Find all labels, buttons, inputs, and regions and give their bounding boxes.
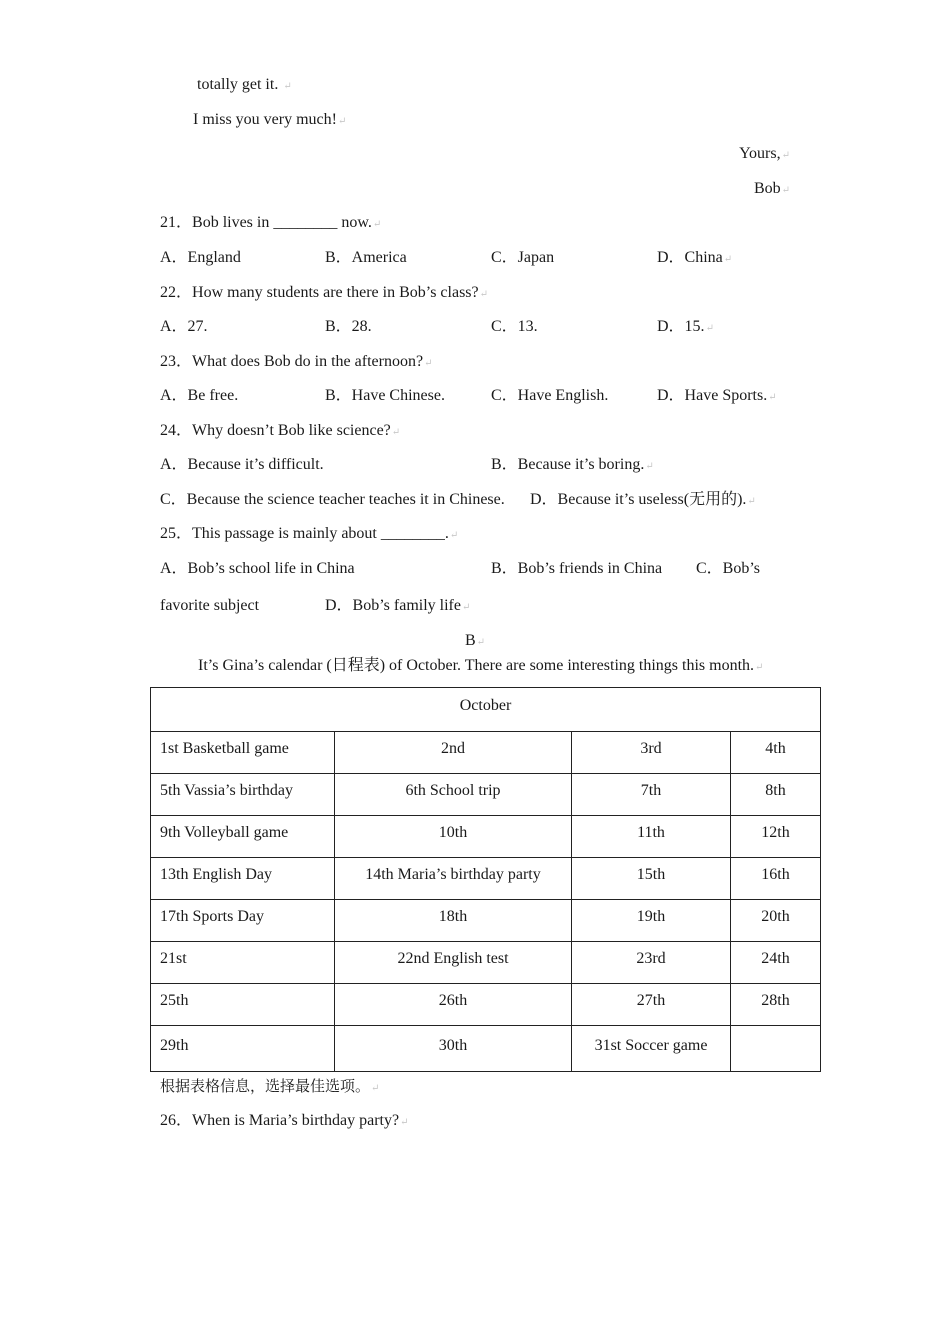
question-24: 24．Why doesn’t Bob like science?↵ — [160, 422, 401, 439]
letter-line-1: totally get it. ↵ — [197, 76, 292, 93]
calendar-cell: 29th — [151, 1026, 335, 1072]
calendar-cell: 24th — [731, 942, 821, 984]
calendar-cell: 26th — [335, 984, 572, 1026]
calendar-row — [151, 732, 821, 774]
q25-option-c: C．Bob’s — [696, 560, 761, 577]
q21-option-b: B．America — [325, 249, 407, 266]
q22-option-b: B．28. — [325, 318, 372, 335]
calendar-cell: 9th Volleyball game — [151, 816, 335, 858]
calendar-cell: 3rd — [572, 732, 731, 774]
calendar-cell: 18th — [335, 900, 572, 942]
calendar-cell: 5th Vassia’s birthday — [151, 774, 335, 816]
calendar-header-row — [151, 688, 821, 732]
calendar-row — [151, 858, 821, 900]
letter-signature: Bob↵ — [753, 180, 790, 197]
question-25: 25．This passage is mainly about ________.↵ — [160, 525, 459, 542]
calendar-month: October — [151, 688, 821, 732]
q22-option-a: A．27. — [160, 318, 208, 335]
question-26: 26．When is Maria’s birthday party?↵ — [160, 1112, 409, 1129]
q21-option-a: A．England — [160, 249, 241, 266]
letter-line-2: I miss you very much!↵ — [193, 111, 347, 128]
october-calendar-table — [150, 687, 821, 1072]
letter-closing: Yours,↵ — [739, 145, 790, 162]
calendar-cell — [731, 1026, 821, 1072]
calendar-cell: 2nd — [335, 732, 572, 774]
calendar-cell: 14th Maria’s birthday party — [335, 858, 572, 900]
calendar-cell: 1st Basketball game — [151, 732, 335, 774]
section-b-label: B↵ — [464, 632, 486, 649]
calendar-cell: 4th — [731, 732, 821, 774]
calendar-cell: 28th — [731, 984, 821, 1026]
calendar-row — [151, 1026, 821, 1072]
question-23: 23．What does Bob do in the afternoon?↵ — [160, 353, 433, 370]
calendar-cell: 12th — [731, 816, 821, 858]
calendar-cell: 20th — [731, 900, 821, 942]
calendar-cell: 10th — [335, 816, 572, 858]
calendar-row — [151, 774, 821, 816]
q24-option-b: B．Because it’s boring.↵ — [491, 456, 654, 473]
calendar-cell: 21st — [151, 942, 335, 984]
q23-option-a: A．Be free. — [160, 387, 239, 404]
q25-option-d: D．Bob’s family life↵ — [325, 597, 471, 614]
calendar-row — [151, 900, 821, 942]
q21-option-d: D．China↵ — [657, 249, 733, 266]
q24-option-c: C．Because the science teacher teaches it in Chinese. — [160, 491, 505, 508]
section-b-intro: It’s Gina’s calendar (日程表) of October. There are some interesting things this month.↵ — [198, 657, 764, 674]
calendar-cell: 7th — [572, 774, 731, 816]
calendar-cell: 23rd — [572, 942, 731, 984]
calendar-cell: 25th — [151, 984, 335, 1026]
q25-option-c-continued: favorite subject — [160, 597, 260, 614]
q21-option-c: C．Japan — [491, 249, 555, 266]
q23-option-b: B．Have Chinese. — [325, 387, 445, 404]
q22-option-d: D．15.↵ — [657, 318, 714, 335]
calendar-cell: 15th — [572, 858, 731, 900]
table-instruction: 根据表格信息，选择最佳选项。↵ — [160, 1077, 380, 1095]
question-21: 21．Bob lives in ________ now.↵ — [160, 214, 382, 231]
calendar-cell: 11th — [572, 816, 731, 858]
calendar-cell: 8th — [731, 774, 821, 816]
calendar-cell: 16th — [731, 858, 821, 900]
calendar-cell: 13th English Day — [151, 858, 335, 900]
q22-option-c: C．13. — [491, 318, 538, 335]
calendar-row — [151, 942, 821, 984]
question-22: 22．How many students are there in Bob’s class?↵ — [160, 284, 489, 301]
calendar-cell: 6th School trip — [335, 774, 572, 816]
q24-option-a: A．Because it’s difficult. — [160, 456, 324, 473]
calendar-row — [151, 984, 821, 1026]
calendar-cell: 22nd English test — [335, 942, 572, 984]
calendar-cell: 31st Soccer game — [572, 1026, 731, 1072]
q23-option-c: C．Have English. — [491, 387, 609, 404]
q24-option-d: D．Because it’s useless(无用的).↵ — [530, 491, 756, 508]
q23-option-d: D．Have Sports.↵ — [657, 387, 777, 404]
calendar-row — [151, 816, 821, 858]
calendar-cell: 19th — [572, 900, 731, 942]
calendar-cell: 27th — [572, 984, 731, 1026]
calendar-cell: 30th — [335, 1026, 572, 1072]
calendar-cell: 17th Sports Day — [151, 900, 335, 942]
q25-option-a: A．Bob’s school life in China — [160, 560, 355, 577]
q25-option-b: B．Bob’s friends in China — [491, 560, 663, 577]
